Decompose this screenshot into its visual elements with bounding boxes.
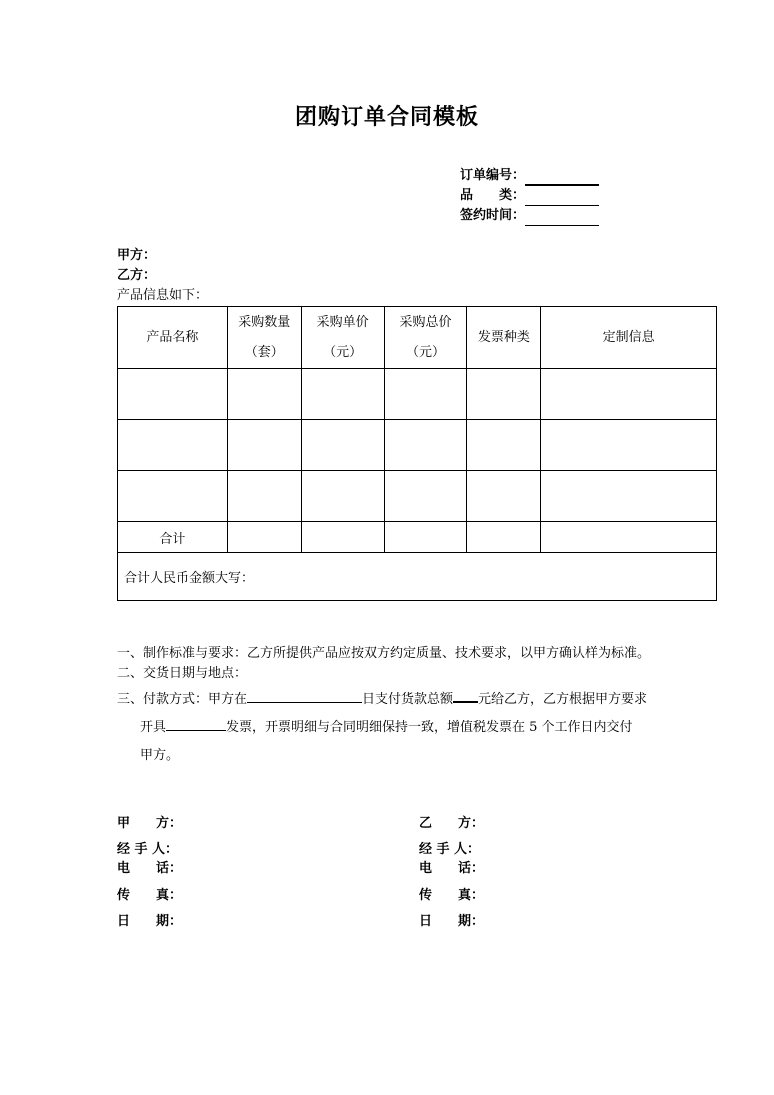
sig-left-handler: 经 手 人： (117, 842, 179, 857)
header-unit-price: 采购单价 （元） (301, 307, 384, 369)
header-custom-info: 定制信息 (541, 307, 717, 369)
sig-left-date: 日 期： (117, 914, 183, 929)
signing-time-blank (525, 211, 599, 226)
header-product-name: 产品名称 (118, 307, 228, 369)
clause-3-line-3: 甲方。 (140, 748, 180, 763)
clause-3-part-d: 开具 (140, 720, 167, 735)
order-number-row (460, 166, 599, 186)
sig-right-phone: 电 话： (419, 861, 485, 876)
table-row (118, 471, 717, 522)
product-intro: 产品信息如下： (117, 288, 209, 303)
table-cell[interactable] (384, 522, 467, 553)
table-cell[interactable] (118, 471, 228, 522)
category-row (460, 186, 599, 206)
order-number-label: 订单编号： (460, 168, 526, 183)
table-total-row (118, 522, 717, 553)
table-cell[interactable] (227, 471, 301, 522)
table-cell[interactable] (227, 420, 301, 471)
clause-3-part-a: 三、付款方式：甲方在 (117, 692, 248, 707)
header-invoice-type: 发票种类 (467, 307, 541, 369)
signing-time-row (460, 206, 599, 226)
table-cell[interactable] (118, 420, 228, 471)
clause-3-line-2 (117, 714, 677, 742)
category-label: 品 类： (460, 188, 526, 203)
sig-left-fax: 传 真： (117, 888, 183, 903)
table-cell[interactable] (467, 369, 541, 420)
amount-in-words[interactable]: 合计人民币金额大写： (118, 553, 717, 601)
table-header-row (118, 307, 717, 369)
clause-2: 二、交货日期与地点： (117, 666, 248, 681)
clause-3-part-c: 元给乙方，乙方根据甲方要求 (478, 692, 648, 707)
table-cell[interactable] (384, 369, 467, 420)
clause-1: 一、制作标准与要求：乙方所提供产品应按双方约定质量、技术要求，以甲方确认样为标准。 (117, 646, 651, 661)
sig-right-party: 乙 方： (419, 816, 485, 831)
payment-amount-blank[interactable] (453, 687, 478, 703)
party-b-label: 乙方： (117, 268, 157, 283)
table-cell[interactable] (467, 471, 541, 522)
payment-date-blank[interactable] (247, 688, 362, 703)
sig-right-date: 日 期： (419, 914, 485, 929)
table-cell[interactable] (301, 522, 384, 553)
table-row (118, 369, 717, 420)
table-cell[interactable] (467, 420, 541, 471)
table-cell[interactable] (118, 369, 228, 420)
table-cell[interactable] (541, 471, 717, 522)
table-cell[interactable] (301, 471, 384, 522)
table-cell[interactable] (384, 471, 467, 522)
header-quantity: 采购数量 （套） (227, 307, 301, 369)
table-cell[interactable] (541, 369, 717, 420)
table-amount-row (118, 553, 717, 601)
signing-time-label: 签约时间： (460, 208, 526, 223)
table-cell[interactable] (301, 420, 384, 471)
document-title: 团购订单合同模板 (294, 105, 479, 130)
sig-right-handler: 经 手 人： (419, 842, 481, 857)
order-number-blank (525, 170, 599, 186)
table-cell[interactable] (227, 369, 301, 420)
table-row (118, 420, 717, 471)
category-blank (525, 191, 599, 206)
table-cell[interactable] (541, 522, 717, 553)
invoice-type-blank[interactable] (166, 716, 226, 731)
table-cell[interactable] (301, 369, 384, 420)
party-a-label: 甲方： (117, 248, 157, 263)
table-cell[interactable] (467, 522, 541, 553)
header-total-price: 采购总价 （元） (384, 307, 467, 369)
clause-3 (117, 686, 677, 770)
sig-left-phone: 电 话： (117, 861, 183, 876)
sig-right-fax: 传 真： (419, 888, 485, 903)
clause-3-part-b: 日支付货款总额 (362, 692, 454, 707)
sig-left-party: 甲 方： (117, 816, 183, 831)
product-table (117, 306, 717, 601)
table-cell[interactable] (541, 420, 717, 471)
total-label: 合计 (118, 522, 228, 553)
table-cell[interactable] (227, 522, 301, 553)
table-cell[interactable] (384, 420, 467, 471)
clause-3-part-e: 发票，开票明细与合同明细保持一致，增值税发票在 5 个工作日内交付 (226, 720, 633, 735)
